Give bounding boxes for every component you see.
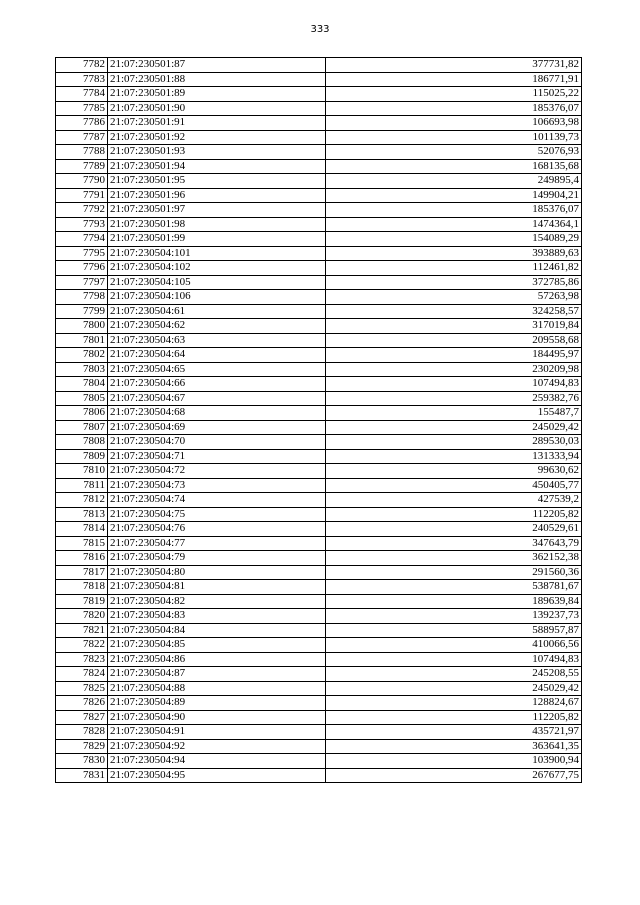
table-row — [56, 754, 582, 769]
row-number-cell: 7797 — [56, 275, 108, 290]
cadastral-number-cell: 21:07:230504:77 — [108, 536, 326, 551]
cadastral-number-cell: 21:07:230504:73 — [108, 478, 326, 493]
cadastral-number-cell: 21:07:230504:82 — [108, 594, 326, 609]
row-number-cell: 7830 — [56, 754, 108, 769]
cadastral-number-cell: 21:07:230504:106 — [108, 290, 326, 305]
value-cell: 362152,38 — [326, 551, 582, 566]
cadastral-number-cell: 21:07:230504:86 — [108, 652, 326, 667]
cadastral-number-cell: 21:07:230501:99 — [108, 232, 326, 247]
value-cell: 588957,87 — [326, 623, 582, 638]
table-row — [56, 420, 582, 435]
value-cell: 115025,22 — [326, 87, 582, 102]
registry-table — [55, 57, 582, 783]
value-cell: 101139,73 — [326, 130, 582, 145]
table-row — [56, 725, 582, 740]
row-number-cell: 7823 — [56, 652, 108, 667]
cadastral-number-cell: 21:07:230504:90 — [108, 710, 326, 725]
cadastral-number-cell: 21:07:230501:87 — [108, 58, 326, 73]
cadastral-number-cell: 21:07:230504:74 — [108, 493, 326, 508]
row-number-cell: 7794 — [56, 232, 108, 247]
table-row — [56, 464, 582, 479]
cadastral-number-cell: 21:07:230504:80 — [108, 565, 326, 580]
cadastral-number-cell: 21:07:230504:79 — [108, 551, 326, 566]
value-cell: 52076,93 — [326, 145, 582, 160]
table-row — [56, 493, 582, 508]
cadastral-number-cell: 21:07:230504:105 — [108, 275, 326, 290]
row-number-cell: 7819 — [56, 594, 108, 609]
table-row — [56, 246, 582, 261]
value-cell: 363641,35 — [326, 739, 582, 754]
cadastral-number-cell: 21:07:230501:98 — [108, 217, 326, 232]
table-row — [56, 304, 582, 319]
value-cell: 185376,07 — [326, 101, 582, 116]
table-row — [56, 507, 582, 522]
value-cell: 230209,98 — [326, 362, 582, 377]
row-number-cell: 7816 — [56, 551, 108, 566]
row-number-cell: 7787 — [56, 130, 108, 145]
cadastral-number-cell: 21:07:230504:87 — [108, 667, 326, 682]
cadastral-number-cell: 21:07:230504:76 — [108, 522, 326, 537]
table-row — [56, 377, 582, 392]
cadastral-number-cell: 21:07:230504:94 — [108, 754, 326, 769]
row-number-cell: 7820 — [56, 609, 108, 624]
row-number-cell: 7784 — [56, 87, 108, 102]
row-number-cell: 7786 — [56, 116, 108, 131]
cadastral-number-cell: 21:07:230504:95 — [108, 768, 326, 783]
row-number-cell: 7817 — [56, 565, 108, 580]
table-row — [56, 609, 582, 624]
cadastral-number-cell: 21:07:230501:91 — [108, 116, 326, 131]
value-cell: 259382,76 — [326, 391, 582, 406]
value-cell: 245029,42 — [326, 681, 582, 696]
row-number-cell: 7790 — [56, 174, 108, 189]
table-row — [56, 87, 582, 102]
cadastral-number-cell: 21:07:230504:85 — [108, 638, 326, 653]
row-number-cell: 7814 — [56, 522, 108, 537]
value-cell: 435721,97 — [326, 725, 582, 740]
table-row — [56, 203, 582, 218]
table-row — [56, 130, 582, 145]
table-row — [56, 681, 582, 696]
table-row — [56, 232, 582, 247]
table-row — [56, 72, 582, 87]
table-row — [56, 261, 582, 276]
table-row — [56, 435, 582, 450]
cadastral-number-cell: 21:07:230504:75 — [108, 507, 326, 522]
row-number-cell: 7828 — [56, 725, 108, 740]
table-row — [56, 522, 582, 537]
cadastral-number-cell: 21:07:230504:66 — [108, 377, 326, 392]
table-row — [56, 217, 582, 232]
cadastral-number-cell: 21:07:230504:64 — [108, 348, 326, 363]
table-row — [56, 667, 582, 682]
row-number-cell: 7825 — [56, 681, 108, 696]
cadastral-number-cell: 21:07:230504:71 — [108, 449, 326, 464]
row-number-cell: 7795 — [56, 246, 108, 261]
value-cell: 245029,42 — [326, 420, 582, 435]
row-number-cell: 7782 — [56, 58, 108, 73]
value-cell: 185376,07 — [326, 203, 582, 218]
value-cell: 347643,79 — [326, 536, 582, 551]
table-row — [56, 159, 582, 174]
value-cell: 154089,29 — [326, 232, 582, 247]
table-row — [56, 319, 582, 334]
table-row — [56, 406, 582, 421]
table-row — [56, 739, 582, 754]
value-cell: 267677,75 — [326, 768, 582, 783]
row-number-cell: 7802 — [56, 348, 108, 363]
cadastral-number-cell: 21:07:230504:91 — [108, 725, 326, 740]
value-cell: 410066,56 — [326, 638, 582, 653]
row-number-cell: 7804 — [56, 377, 108, 392]
table-row — [56, 275, 582, 290]
cadastral-number-cell: 21:07:230501:89 — [108, 87, 326, 102]
row-number-cell: 7805 — [56, 391, 108, 406]
value-cell: 139237,73 — [326, 609, 582, 624]
row-number-cell: 7800 — [56, 319, 108, 334]
row-number-cell: 7801 — [56, 333, 108, 348]
value-cell: 249895,4 — [326, 174, 582, 189]
table-row — [56, 58, 582, 73]
cadastral-number-cell: 21:07:230504:84 — [108, 623, 326, 638]
row-number-cell: 7798 — [56, 290, 108, 305]
value-cell: 112461,82 — [326, 261, 582, 276]
value-cell: 149904,21 — [326, 188, 582, 203]
value-cell: 168135,68 — [326, 159, 582, 174]
table-row — [56, 101, 582, 116]
value-cell: 291560,36 — [326, 565, 582, 580]
table-body — [56, 58, 582, 783]
row-number-cell: 7821 — [56, 623, 108, 638]
row-number-cell: 7793 — [56, 217, 108, 232]
row-number-cell: 7785 — [56, 101, 108, 116]
cadastral-number-cell: 21:07:230504:61 — [108, 304, 326, 319]
row-number-cell: 7803 — [56, 362, 108, 377]
row-number-cell: 7792 — [56, 203, 108, 218]
value-cell: 450405,77 — [326, 478, 582, 493]
row-number-cell: 7818 — [56, 580, 108, 595]
cadastral-number-cell: 21:07:230501:92 — [108, 130, 326, 145]
cadastral-number-cell: 21:07:230501:97 — [108, 203, 326, 218]
row-number-cell: 7796 — [56, 261, 108, 276]
cadastral-number-cell: 21:07:230504:70 — [108, 435, 326, 450]
value-cell: 189639,84 — [326, 594, 582, 609]
table-row — [56, 348, 582, 363]
row-number-cell: 7789 — [56, 159, 108, 174]
row-number-cell: 7809 — [56, 449, 108, 464]
value-cell: 107494,83 — [326, 652, 582, 667]
table-row — [56, 536, 582, 551]
row-number-cell: 7791 — [56, 188, 108, 203]
row-number-cell: 7824 — [56, 667, 108, 682]
value-cell: 427539,2 — [326, 493, 582, 508]
table-row — [56, 391, 582, 406]
row-number-cell: 7812 — [56, 493, 108, 508]
table-row — [56, 449, 582, 464]
table-row — [56, 638, 582, 653]
cadastral-number-cell: 21:07:230501:90 — [108, 101, 326, 116]
value-cell: 155487,7 — [326, 406, 582, 421]
value-cell: 131333,94 — [326, 449, 582, 464]
value-cell: 240529,61 — [326, 522, 582, 537]
cadastral-number-cell: 21:07:230504:81 — [108, 580, 326, 595]
row-number-cell: 7799 — [56, 304, 108, 319]
cadastral-number-cell: 21:07:230501:96 — [108, 188, 326, 203]
row-number-cell: 7831 — [56, 768, 108, 783]
row-number-cell: 7827 — [56, 710, 108, 725]
value-cell: 106693,98 — [326, 116, 582, 131]
value-cell: 184495,97 — [326, 348, 582, 363]
cadastral-number-cell: 21:07:230501:94 — [108, 159, 326, 174]
value-cell: 317019,84 — [326, 319, 582, 334]
value-cell: 112205,82 — [326, 710, 582, 725]
table-row — [56, 565, 582, 580]
value-cell: 99630,62 — [326, 464, 582, 479]
row-number-cell: 7826 — [56, 696, 108, 711]
value-cell: 112205,82 — [326, 507, 582, 522]
table-row — [56, 116, 582, 131]
cadastral-number-cell: 21:07:230504:65 — [108, 362, 326, 377]
value-cell: 186771,91 — [326, 72, 582, 87]
cadastral-number-cell: 21:07:230504:101 — [108, 246, 326, 261]
row-number-cell: 7811 — [56, 478, 108, 493]
value-cell: 107494,83 — [326, 377, 582, 392]
table-row — [56, 145, 582, 160]
table-row — [56, 188, 582, 203]
cadastral-number-cell: 21:07:230501:95 — [108, 174, 326, 189]
table-row — [56, 551, 582, 566]
cadastral-number-cell: 21:07:230504:67 — [108, 391, 326, 406]
table-row — [56, 652, 582, 667]
cadastral-number-cell: 21:07:230504:68 — [108, 406, 326, 421]
table-row — [56, 362, 582, 377]
page-number: 333 — [310, 24, 330, 35]
row-number-cell: 7808 — [56, 435, 108, 450]
value-cell: 103900,94 — [326, 754, 582, 769]
value-cell: 128824,67 — [326, 696, 582, 711]
table-row — [56, 768, 582, 783]
row-number-cell: 7822 — [56, 638, 108, 653]
row-number-cell: 7783 — [56, 72, 108, 87]
table-row — [56, 623, 582, 638]
cadastral-number-cell: 21:07:230504:83 — [108, 609, 326, 624]
table-row — [56, 174, 582, 189]
table-row — [56, 333, 582, 348]
value-cell: 393889,63 — [326, 246, 582, 261]
value-cell: 289530,03 — [326, 435, 582, 450]
cadastral-number-cell: 21:07:230504:92 — [108, 739, 326, 754]
value-cell: 538781,67 — [326, 580, 582, 595]
table-row — [56, 580, 582, 595]
cadastral-number-cell: 21:07:230504:62 — [108, 319, 326, 334]
row-number-cell: 7829 — [56, 739, 108, 754]
value-cell: 1474364,1 — [326, 217, 582, 232]
value-cell: 245208,55 — [326, 667, 582, 682]
table-row — [56, 478, 582, 493]
row-number-cell: 7815 — [56, 536, 108, 551]
table-row — [56, 594, 582, 609]
row-number-cell: 7788 — [56, 145, 108, 160]
cadastral-number-cell: 21:07:230504:72 — [108, 464, 326, 479]
cadastral-number-cell: 21:07:230504:89 — [108, 696, 326, 711]
value-cell: 324258,57 — [326, 304, 582, 319]
cadastral-number-cell: 21:07:230504:63 — [108, 333, 326, 348]
cadastral-number-cell: 21:07:230504:102 — [108, 261, 326, 276]
cadastral-number-cell: 21:07:230504:69 — [108, 420, 326, 435]
row-number-cell: 7813 — [56, 507, 108, 522]
cadastral-number-cell: 21:07:230501:88 — [108, 72, 326, 87]
row-number-cell: 7806 — [56, 406, 108, 421]
cadastral-number-cell: 21:07:230501:93 — [108, 145, 326, 160]
value-cell: 57263,98 — [326, 290, 582, 305]
table-row — [56, 290, 582, 305]
value-cell: 377731,82 — [326, 58, 582, 73]
row-number-cell: 7810 — [56, 464, 108, 479]
row-number-cell: 7807 — [56, 420, 108, 435]
value-cell: 372785,86 — [326, 275, 582, 290]
table-row — [56, 696, 582, 711]
table-row — [56, 710, 582, 725]
cadastral-number-cell: 21:07:230504:88 — [108, 681, 326, 696]
value-cell: 209558,68 — [326, 333, 582, 348]
